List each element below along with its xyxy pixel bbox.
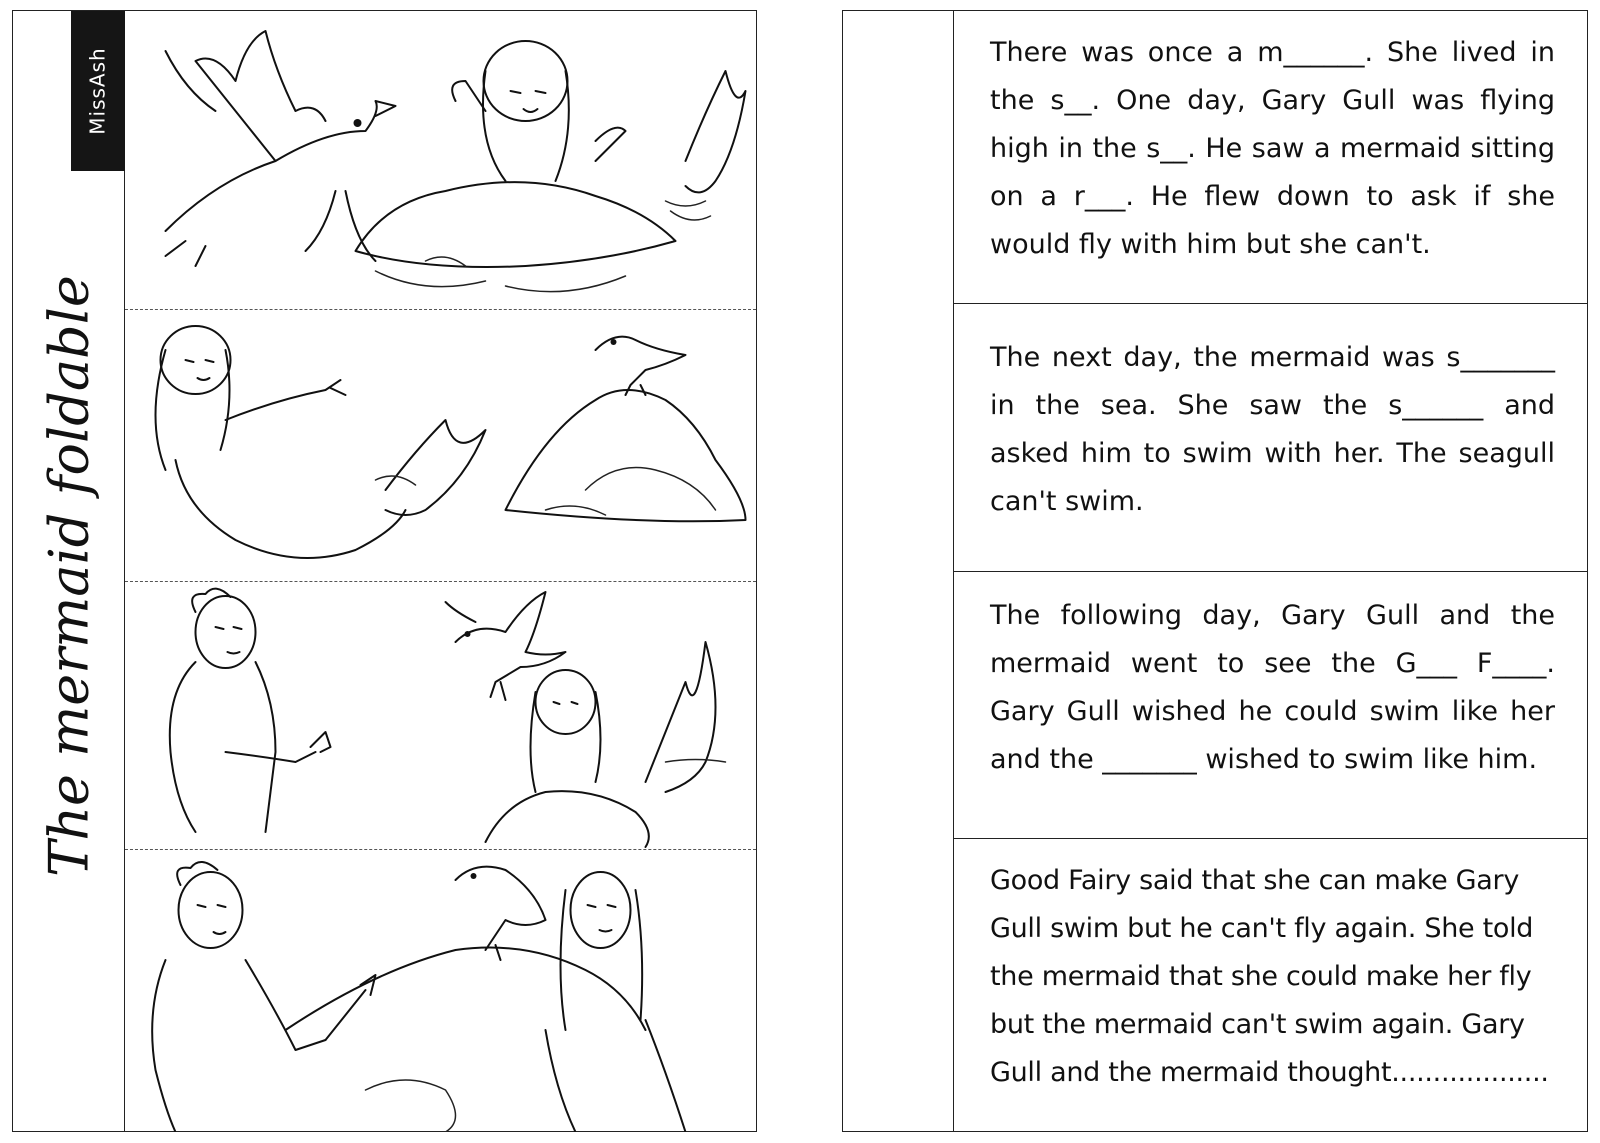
picture-panel-1 bbox=[125, 11, 756, 309]
story-text-3: The following day, Gary Gull and the mermaid went to see the G___ F____. Gary Gull wished he could swim like her and the _______ wished to swim like him. bbox=[990, 600, 1555, 775]
fairy-seagull-mermaid-meeting-drawing bbox=[125, 850, 756, 1132]
story-text-4: Good Fairy said that she can make Gary Gull swim but he can't fly again. She told the mermaid that she could make her fly but the mermaid can't swim again. Gary Gull and the mermaid thought................... bbox=[990, 865, 1549, 1088]
seagull-and-mermaid-on-rock-drawing bbox=[125, 11, 756, 309]
picture-panel-2 bbox=[125, 309, 756, 582]
foldable-spine bbox=[13, 11, 125, 1131]
picture-sheet bbox=[12, 10, 757, 1132]
fairy-seagull-mermaid-drawing bbox=[125, 582, 756, 850]
mermaid-swimming-and-seagull-drawing bbox=[125, 310, 756, 582]
author-label: MissAsh bbox=[86, 47, 110, 135]
picture-panel-3 bbox=[125, 581, 756, 850]
story-sheet bbox=[842, 10, 1588, 1132]
picture-panel-4 bbox=[125, 849, 756, 1132]
story-box-4 bbox=[954, 838, 1587, 1133]
story-box-2 bbox=[954, 303, 1587, 571]
foldable-title: The mermaid foldable bbox=[37, 275, 101, 877]
story-text-2: The next day, the mermaid was s_______ in the sea. She saw the s______ and asked him to swim with her. The seagull can't swim. bbox=[990, 342, 1555, 517]
story-box-1 bbox=[954, 11, 1587, 303]
story-box-3 bbox=[954, 571, 1587, 838]
picture-panels bbox=[125, 11, 756, 1131]
story-text-1: There was once a m______. She lived in the s__. One day, Gary Gull was flying high in the s__. He saw a mermaid sitting on a r___. He flew down to ask if she would fly with him but she can't. bbox=[990, 37, 1555, 260]
fold-margin bbox=[843, 11, 954, 1131]
author-tab bbox=[71, 11, 125, 171]
